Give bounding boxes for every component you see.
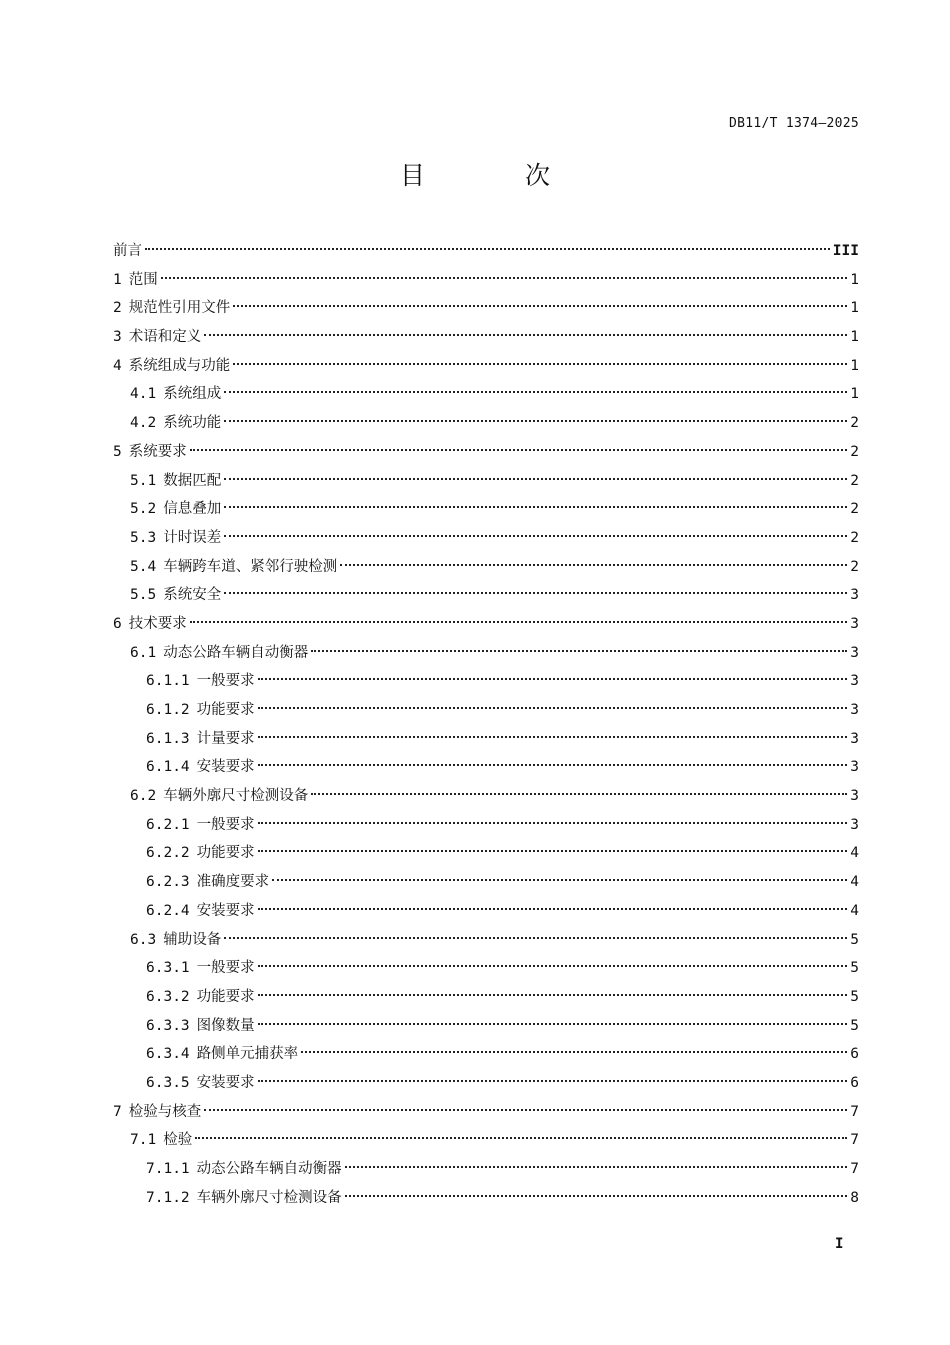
dot-leader (224, 506, 847, 508)
toc-entry[interactable] (113, 782, 859, 811)
toc-entry[interactable] (113, 610, 859, 639)
toc-entry-page: 3 (850, 673, 859, 690)
toc-entry-page: 1 (850, 329, 859, 346)
dot-leader (345, 1166, 848, 1168)
toc-entry-number: 5.4 (130, 558, 157, 575)
toc-entry-number: 6.2.1 (146, 816, 190, 833)
toc-entry[interactable] (113, 266, 859, 295)
toc-entry[interactable] (113, 983, 859, 1012)
toc-entry-title: 前言 (113, 243, 142, 259)
toc-entry-page: 7 (850, 1161, 859, 1177)
toc-entry-title: 路侧单元捕获率 (196, 1046, 299, 1063)
toc-entry-page: 3 (850, 759, 859, 776)
toc-entry[interactable] (113, 897, 859, 926)
toc-entry-title: 动态公路车辆自动衡器 (196, 1161, 342, 1177)
toc-entry-page: 1 (850, 386, 859, 403)
toc-entry-title: 术语和定义 (128, 329, 202, 346)
dot-leader (224, 420, 847, 422)
toc-entry-page: 2 (850, 558, 859, 575)
dot-leader (224, 535, 847, 537)
toc-entry-title: 系统功能 (163, 415, 222, 432)
dot-leader (224, 937, 847, 939)
toc-entry-page: 3 (850, 730, 859, 747)
toc-entry-title: 系统组成 (163, 386, 222, 403)
toc-entry[interactable] (113, 1012, 859, 1041)
toc-entry-number: 6.3 (130, 931, 157, 948)
toc-entry-page: 2 (850, 529, 859, 546)
toc-entry-number: 6.3.5 (146, 1074, 190, 1091)
toc-entry[interactable] (113, 553, 859, 582)
dot-leader (258, 965, 848, 967)
toc-entry-title: 信息叠加 (163, 501, 222, 518)
document-code: DB11/T 1374—2025 (728, 116, 859, 131)
dot-leader (258, 678, 848, 680)
toc-entry[interactable] (113, 639, 859, 668)
toc-entry-number: 4 (113, 357, 122, 374)
toc-entry-page: III (832, 243, 859, 259)
toc-entry-number: 5 (113, 443, 122, 460)
toc-entry-number: 5.2 (130, 501, 157, 518)
dot-leader (258, 736, 848, 738)
toc-entry-title: 计量要求 (196, 730, 255, 747)
toc-entry-page: 1 (850, 300, 859, 317)
toc-entry-title: 系统安全 (163, 587, 222, 604)
dot-leader (258, 1080, 848, 1082)
toc-entry-number: 6.2.3 (146, 874, 190, 891)
toc-entry-page: 3 (850, 816, 859, 833)
toc-entry-page: 4 (850, 845, 859, 862)
toc-entry-page: 7 (850, 1103, 859, 1120)
toc-entry-number: 7.1.2 (146, 1189, 190, 1206)
toc-entry-title: 系统组成与功能 (128, 357, 231, 374)
toc-entry[interactable] (113, 409, 859, 438)
dot-leader (258, 707, 848, 709)
dot-leader (311, 650, 847, 652)
dot-leader (224, 478, 847, 480)
toc-entry-number: 6.1.3 (146, 730, 190, 747)
dot-leader (233, 305, 847, 307)
toc-entry-title: 图像数量 (196, 1017, 255, 1034)
toc-entry-title: 功能要求 (196, 845, 255, 862)
dot-leader (311, 793, 847, 795)
toc-entry-title: 安装要求 (196, 759, 255, 776)
dot-leader (190, 621, 848, 623)
toc-entry[interactable] (113, 667, 859, 696)
toc-entry-number: 6.2.2 (146, 845, 190, 862)
toc-entry-page: 2 (850, 501, 859, 518)
toc-entry[interactable] (113, 352, 859, 381)
toc-entry[interactable] (113, 1155, 859, 1184)
toc-entry-number: 5.3 (130, 529, 157, 546)
toc-entry[interactable] (113, 753, 859, 782)
toc-entry-page: 3 (850, 587, 859, 604)
toc-entry-page: 7 (850, 1132, 859, 1149)
toc-entry-title: 范围 (128, 271, 158, 288)
toc-entry[interactable] (113, 1098, 859, 1127)
toc-entry-number: 6.3.3 (146, 1017, 190, 1034)
toc-entry-page: 3 (850, 702, 859, 718)
toc-entry-title: 检验 (163, 1132, 193, 1149)
toc-entry-number: 6.3.1 (146, 960, 190, 977)
toc-entry-page: 2 (850, 415, 859, 432)
dot-leader (340, 564, 847, 566)
dot-leader (258, 764, 848, 766)
dot-leader (224, 592, 847, 594)
toc-entry-number: 6.2 (130, 788, 157, 805)
toc-entry-title: 车辆外廓尺寸检测设备 (196, 1189, 342, 1206)
dot-leader (345, 1195, 848, 1197)
toc-entry-title: 功能要求 (196, 988, 255, 1005)
toc-entry[interactable] (113, 1069, 859, 1098)
toc-entry-title: 动态公路车辆自动衡器 (163, 644, 309, 661)
toc-entry-title: 安装要求 (196, 902, 255, 919)
dot-leader (258, 822, 848, 824)
toc-entry-page: 4 (850, 902, 859, 919)
toc-entry-number: 7 (113, 1103, 122, 1120)
toc-entry[interactable] (113, 839, 859, 868)
dot-leader (258, 994, 848, 996)
table-of-contents (113, 237, 859, 1212)
toc-entry-title: 一般要求 (196, 960, 255, 977)
toc-title: 目 次 (400, 161, 596, 190)
toc-entry-page: 2 (850, 472, 859, 489)
toc-entry-number: 7.1 (130, 1132, 157, 1149)
dot-leader (145, 248, 830, 250)
toc-entry-page: 5 (850, 1017, 859, 1034)
toc-entry[interactable] (113, 294, 859, 323)
dot-leader (272, 879, 847, 881)
toc-entry[interactable] (113, 524, 859, 553)
toc-entry-page: 8 (850, 1189, 859, 1206)
toc-entry[interactable] (113, 725, 859, 754)
toc-entry[interactable] (113, 237, 859, 266)
toc-entry-number: 6.3.4 (146, 1046, 190, 1063)
toc-entry-page: 1 (850, 357, 859, 374)
toc-entry-title: 车辆跨车道、紧邻行驶检测 (163, 558, 338, 575)
toc-entry[interactable] (113, 581, 859, 610)
dot-leader (233, 363, 847, 365)
toc-entry[interactable] (113, 495, 859, 524)
toc-entry[interactable] (113, 696, 859, 725)
toc-entry-page: 5 (850, 988, 859, 1005)
toc-entry-title: 功能要求 (196, 702, 255, 718)
toc-entry-number: 6.2.4 (146, 902, 190, 919)
toc-entry[interactable] (113, 926, 859, 955)
toc-entry-title: 安装要求 (196, 1074, 255, 1091)
dot-leader (224, 391, 847, 393)
toc-entry[interactable] (113, 1040, 859, 1069)
toc-entry[interactable] (113, 1184, 859, 1213)
dot-leader (258, 908, 848, 910)
dot-leader (190, 449, 848, 451)
toc-entry[interactable] (113, 811, 859, 840)
toc-entry-title: 准确度要求 (196, 874, 270, 891)
toc-entry-title: 规范性引用文件 (128, 300, 231, 317)
toc-entry-page: 5 (850, 960, 859, 977)
toc-entry-title: 数据匹配 (163, 472, 222, 489)
dot-leader (204, 1109, 847, 1111)
toc-entry-title: 计时误差 (163, 529, 222, 546)
toc-entry-title: 一般要求 (196, 673, 255, 690)
toc-entry-page: 3 (850, 644, 859, 661)
toc-entry-title: 技术要求 (128, 615, 187, 632)
dot-leader (204, 334, 847, 336)
toc-entry[interactable] (113, 954, 859, 983)
toc-entry-number: 6.1.2 (146, 702, 190, 718)
toc-entry-page: 5 (850, 931, 859, 948)
toc-entry-number: 4.1 (130, 386, 157, 403)
toc-entry-number: 4.2 (130, 415, 157, 432)
toc-entry-page: 3 (850, 788, 859, 805)
toc-entry-number: 2 (113, 300, 122, 317)
dot-leader (258, 850, 848, 852)
toc-entry-page: 6 (850, 1046, 859, 1063)
toc-entry-page: 3 (850, 615, 859, 632)
toc-entry[interactable] (113, 438, 859, 467)
toc-entry-number: 6 (113, 615, 122, 632)
toc-entry-title: 检验与核查 (128, 1103, 202, 1120)
toc-entry-page: 4 (850, 874, 859, 891)
toc-entry[interactable] (113, 868, 859, 897)
toc-entry-title: 辅助设备 (163, 931, 222, 948)
dot-leader (161, 277, 848, 279)
page-number: I (835, 1236, 844, 1252)
toc-entry-page: 2 (850, 443, 859, 460)
toc-entry-number: 6.1.1 (146, 673, 190, 690)
toc-entry-title: 一般要求 (196, 816, 255, 833)
toc-entry-number: 6.1 (130, 644, 157, 661)
toc-entry-page: 1 (850, 271, 859, 288)
toc-entry[interactable] (113, 323, 859, 352)
toc-entry[interactable] (113, 1126, 859, 1155)
toc-entry-number: 5.5 (130, 587, 157, 604)
dot-leader (258, 1023, 848, 1025)
toc-entry-number: 5.1 (130, 472, 157, 489)
dot-leader (301, 1051, 847, 1053)
toc-entry-number: 3 (113, 329, 122, 346)
toc-entry-number: 7.1.1 (146, 1161, 190, 1177)
dot-leader (195, 1137, 847, 1139)
toc-entry-title: 系统要求 (128, 443, 187, 460)
toc-entry-page: 6 (850, 1074, 859, 1091)
toc-entry-number: 6.3.2 (146, 988, 190, 1005)
toc-entry-title: 车辆外廓尺寸检测设备 (163, 788, 309, 805)
toc-entry-number: 1 (113, 271, 122, 288)
toc-entry-number: 6.1.4 (146, 759, 190, 776)
toc-entry[interactable] (113, 467, 859, 496)
toc-entry[interactable] (113, 380, 859, 409)
